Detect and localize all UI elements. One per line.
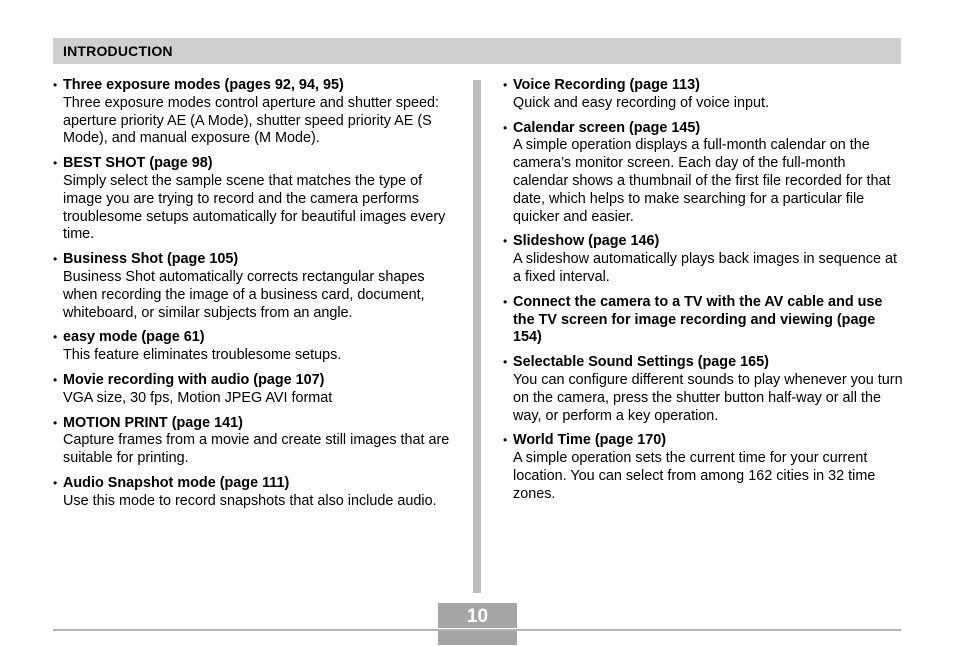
bullet-icon: •: [503, 120, 508, 135]
feature-description: This feature eliminates troublesome setups.: [63, 347, 342, 364]
feature-title: Slideshow (page 146): [513, 233, 660, 250]
page-number-badge-base: [438, 631, 517, 645]
feature-description: Business Shot automatically corrects rectangular shapes when recording the image of a business card, document, whiteboard, or similar subjects from an angle.: [63, 268, 425, 321]
feature-description: A slideshow automatically plays back images in sequence at a fixed interval.: [513, 251, 897, 285]
right-column: [503, 77, 903, 511]
feature-item: [503, 120, 903, 227]
feature-title: Selectable Sound Settings (page 165): [513, 354, 769, 371]
bullet-icon: •: [503, 234, 508, 249]
feature-item: [53, 372, 453, 408]
section-header: [53, 38, 901, 64]
feature-description: You can configure different sounds to play whenever you turn on the camera, press the shutter button half-way or all the way, or perform a key operation.: [513, 371, 903, 424]
feature-title: Connect the camera to a TV with the AV cable and use the TV screen for image recording and viewing (page 154): [513, 293, 883, 346]
left-column: [53, 77, 453, 518]
bullet-icon: •: [53, 252, 58, 267]
feature-title: Calendar screen (page 145): [513, 119, 701, 136]
feature-title: Business Shot (page 105): [63, 251, 239, 268]
feature-item: [503, 294, 903, 347]
feature-description: A simple operation sets the current time for your current location. You can select from among 162 cities in 32 time zones.: [513, 450, 876, 502]
feature-description: VGA size, 30 fps, Motion JPEG AVI format: [63, 389, 333, 406]
section-title: INTRODUCTION: [63, 43, 173, 59]
feature-item: [53, 329, 453, 365]
feature-item: [53, 415, 453, 468]
feature-description: Simply select the sample scene that matches the type of image you are trying to record and the camera performs troublesome setups automatically for beautiful images every time.: [63, 172, 446, 243]
feature-item: [53, 77, 453, 148]
feature-description: A simple operation displays a full-month calendar on the camera’s monitor screen. Each day of the full-month calendar shows a thumbnail of the first file recorded for that date, which helps to make searching for a particular file quicker and easier.: [513, 137, 891, 225]
feature-item: [503, 77, 903, 113]
page-number: 10: [466, 606, 489, 627]
feature-title: MOTION PRINT (page 141): [63, 414, 243, 431]
bullet-icon: •: [53, 415, 58, 430]
feature-description: Capture frames from a movie and create still images that are suitable for printing.: [63, 432, 450, 467]
feature-description: Three exposure modes control aperture and shutter speed: aperture priority AE (A Mode), shutter speed priority AE (S Mode), and manual exposure (M Mode).: [63, 94, 439, 147]
page-number-badge: [438, 603, 517, 628]
feature-item: [53, 155, 453, 244]
bullet-icon: •: [503, 78, 508, 92]
feature-item: [503, 233, 903, 286]
column-divider: [473, 80, 481, 593]
feature-item: [53, 251, 453, 322]
bullet-icon: •: [503, 355, 508, 370]
bullet-icon: •: [503, 294, 508, 309]
feature-title: BEST SHOT (page 98): [63, 155, 213, 172]
feature-item: [503, 432, 903, 503]
feature-item: [53, 475, 453, 511]
feature-title: easy mode (page 61): [63, 329, 205, 346]
bullet-icon: •: [53, 372, 58, 387]
feature-title: Voice Recording (page 113): [513, 77, 700, 93]
bullet-icon: •: [53, 156, 58, 171]
feature-description: Use this mode to record snapshots that also include audio.: [63, 492, 437, 509]
bullet-icon: •: [503, 433, 508, 448]
feature-title: Audio Snapshot mode (page 111): [63, 474, 290, 491]
feature-title: Three exposure modes (pages 92, 94, 95): [63, 77, 344, 93]
bullet-icon: •: [53, 330, 58, 345]
bullet-icon: •: [53, 78, 58, 92]
feature-title: Movie recording with audio (page 107): [63, 371, 325, 388]
bullet-icon: •: [53, 475, 58, 490]
feature-title: World Time (page 170): [513, 432, 667, 449]
feature-item: [503, 354, 903, 425]
feature-description: Quick and easy recording of voice input.: [513, 94, 769, 111]
